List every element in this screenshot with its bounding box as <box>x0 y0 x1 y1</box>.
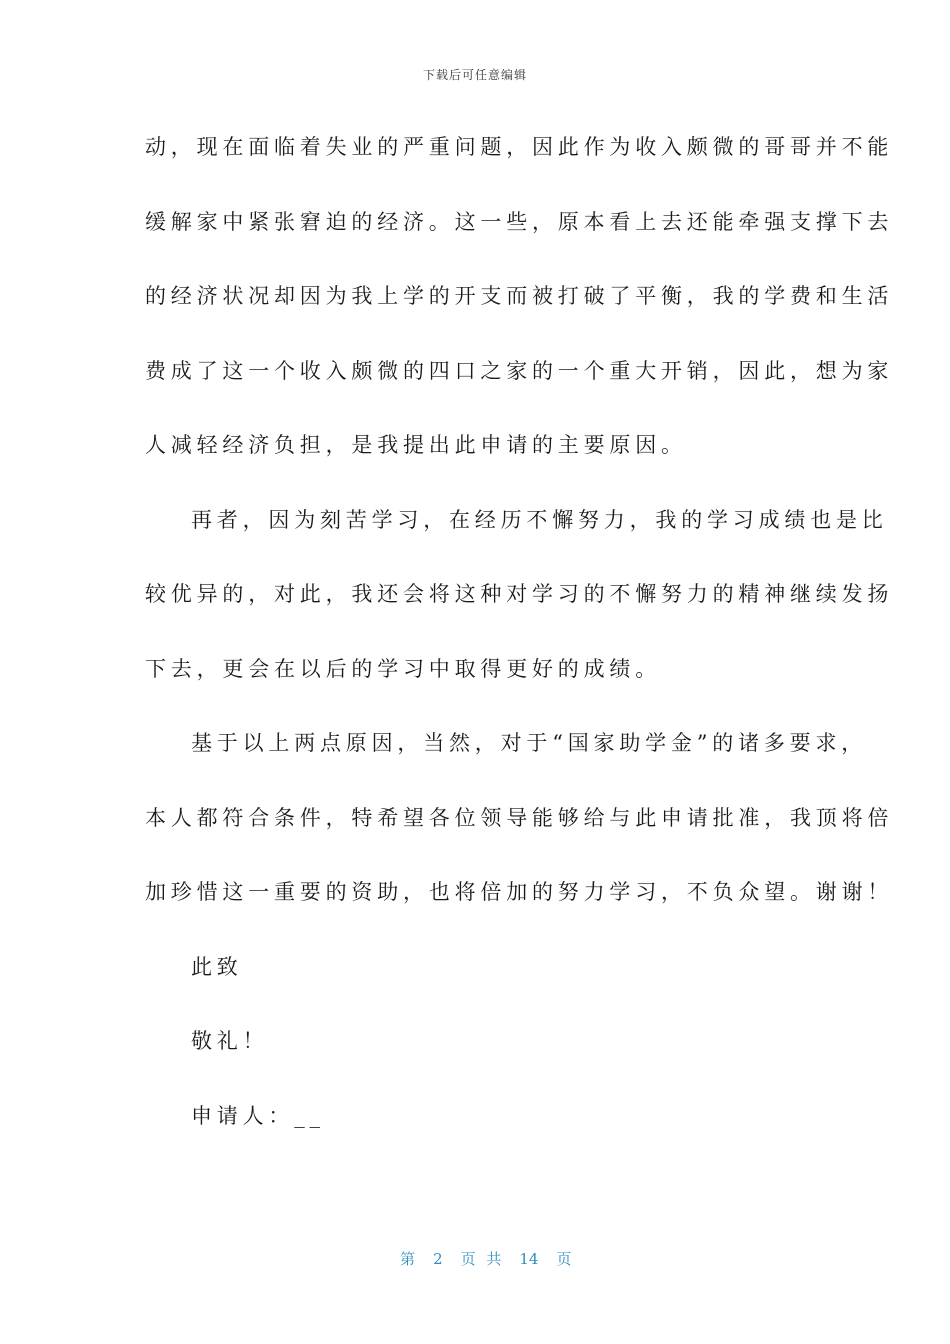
body-line: 缓解家中紧张窘迫的经济。这一些，原本看上去还能牵强支撑下去 <box>145 209 894 234</box>
body-line: 人减轻经济负担，是我提出此申请的主要原因。 <box>145 433 687 457</box>
footer-page-number: 2 <box>433 1250 443 1268</box>
body-line: 较优异的，对此，我还会将这种对学习的不懈努力的精神继续发扬 <box>145 582 894 606</box>
body-line: 基于以上两点原因，当然，对于“国家助学金”的诸多要求， <box>191 731 868 755</box>
page-footer <box>0 1230 950 1269</box>
body-line: 动，现在面临着失业的严重问题，因此作为收入颇微的哥哥并不能 <box>145 135 894 159</box>
body-line: 的经济状况却因为我上学的开支而被打破了平衡，我的学费和生活 <box>145 284 894 308</box>
footer-middle: 页 共 <box>460 1250 502 1268</box>
body-line: 下去，更会在以后的学习中取得更好的成绩。 <box>145 656 661 681</box>
document-body <box>145 118 894 1161</box>
body-line: 本人都符合条件，特希望各位领导能够给与此申请批准，我顶将倍 <box>145 805 894 830</box>
closing-regards: 敬礼！ <box>191 1029 269 1053</box>
body-line: 加珍惜这一重要的资助，也将倍加的努力学习，不负众望。谢谢！ <box>145 880 894 904</box>
body-line: 费成了这一个收入颇微的四口之家的一个重大开销，因此，想为家 <box>145 358 894 383</box>
body-line: 再者，因为刻苦学习，在经历不懈努力，我的学习成绩也是比 <box>191 507 888 532</box>
footer-suffix: 页 <box>556 1250 572 1268</box>
page-header: 下载后可任意编辑 <box>422 68 527 82</box>
applicant-signature-line: 申请人：__ <box>191 1103 325 1128</box>
footer-total-pages: 14 <box>519 1250 539 1268</box>
closing-salutation: 此致 <box>191 954 243 979</box>
footer-prefix: 第 <box>400 1250 416 1268</box>
